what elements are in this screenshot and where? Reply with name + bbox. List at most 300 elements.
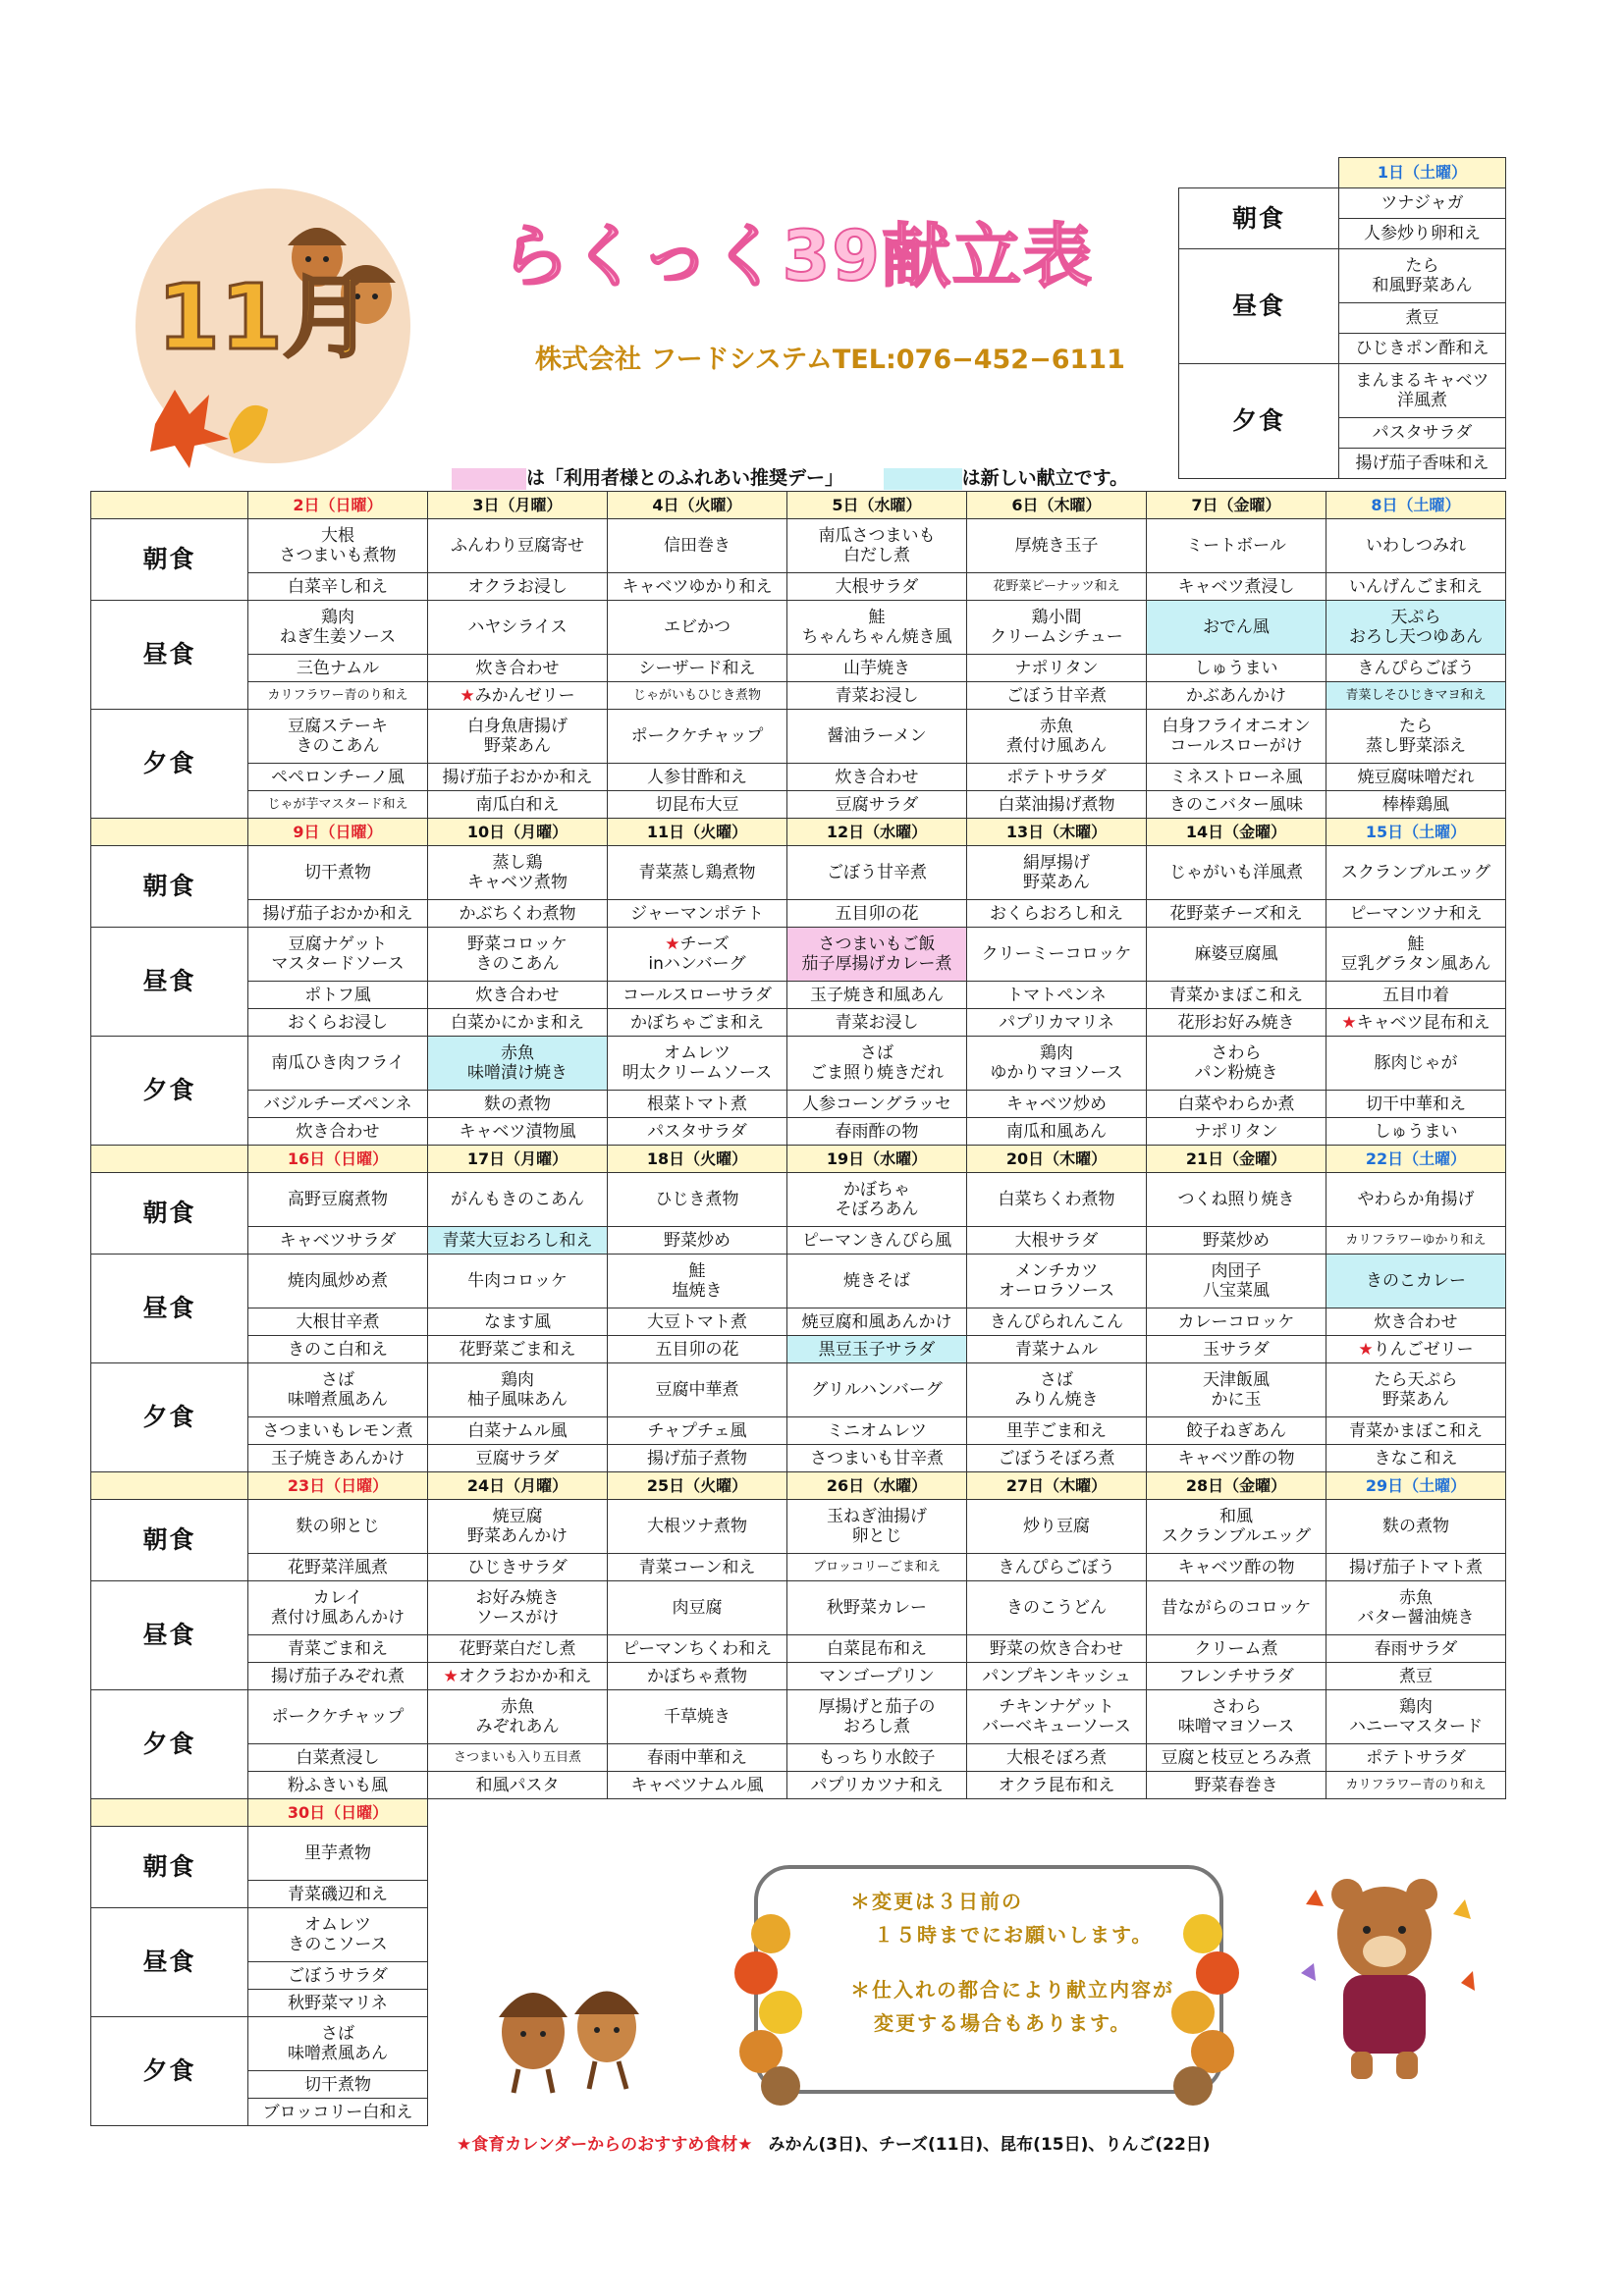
menu-item: 蒸し鶏 キャベツ煮物 (428, 846, 608, 900)
meal-label-lunch: 昼食 (91, 601, 248, 710)
dinner-row (91, 1744, 1506, 1772)
menu-item: ★オクラおかか和え (428, 1663, 608, 1690)
menu-item: 五目巾着 (1326, 982, 1506, 1009)
meal-label-lunch: 昼食 (1179, 249, 1339, 364)
menu-item: 和風 スクランブルエッグ (1147, 1500, 1326, 1554)
menu-item: 焼豆腐味噌だれ (1326, 764, 1506, 791)
menu-item: 野菜の炊き合わせ (967, 1635, 1147, 1663)
leaf-garland-left-icon (727, 1914, 815, 2110)
date-row (91, 1472, 1506, 1500)
menu-item: 青菜ごま和え (248, 1635, 428, 1663)
meal-label-breakfast: 朝食 (91, 1500, 248, 1581)
lunch-row (91, 655, 1506, 682)
menu-item: カレイ 煮付け風あんかけ (248, 1581, 428, 1635)
menu-item: さつまいも甘辛煮 (787, 1445, 967, 1472)
menu-item: ごぼうサラダ (248, 1962, 428, 1990)
date-row-spacer (1179, 158, 1339, 188)
breakfast-row (91, 519, 1506, 573)
date-header: 20日（木曜） (967, 1146, 1147, 1173)
menu-item: ペペロンチーノ風 (248, 764, 428, 791)
menu-item: 豆腐と枝豆とろみ煮 (1147, 1744, 1326, 1772)
date-row-spacer (91, 1146, 248, 1173)
menu-item: 千草焼き (608, 1690, 787, 1744)
date-row-spacer (91, 819, 248, 846)
dinner-row (91, 1690, 1506, 1744)
breakfast-row (91, 1227, 1506, 1255)
date-header: 13日（木曜） (967, 819, 1147, 846)
menu-item: 豚肉じゃが (1326, 1037, 1506, 1091)
menu-item: 焼豆腐 野菜あんかけ (428, 1500, 608, 1554)
date-header: 29日（土曜） (1326, 1472, 1506, 1500)
date-header: 12日（水曜） (787, 819, 967, 846)
menu-item: ポテトサラダ (1326, 1744, 1506, 1772)
footer-recommend (457, 2130, 1211, 2155)
menu-item: ごぼうそぼろ煮 (967, 1445, 1147, 1472)
menu-item: 黒豆玉子サラダ (787, 1336, 967, 1363)
dinner-row (91, 1772, 1506, 1799)
legend (452, 463, 1128, 490)
meal-label-dinner: 夕食 (1179, 364, 1339, 479)
menu-item: 豆腐中華煮 (608, 1363, 787, 1417)
menu-item: 赤魚 バター醤油焼き (1326, 1581, 1506, 1635)
legend-pink-swatch (452, 468, 526, 490)
dinner-row (91, 1363, 1506, 1417)
menu-item: 肉豆腐 (608, 1581, 787, 1635)
notice-text (850, 1885, 1174, 2040)
menu-item: 鮭 豆乳グラタン風あん (1326, 928, 1506, 982)
legend-pink-text: は「利用者様とのふれあい推奨デー」 (526, 467, 844, 489)
breakfast-row (91, 900, 1506, 928)
menu-item: パプリカツナ和え (787, 1772, 967, 1799)
menu-item: 花野菜ピーナッツ和え (967, 573, 1147, 601)
menu-item: 和風パスタ (428, 1772, 608, 1799)
menu-item: きなこ和え (1326, 1445, 1506, 1472)
menu-item: かぼちゃごま和え (608, 1009, 787, 1037)
menu-item: 玉ねぎ油揚げ 卵とじ (787, 1500, 967, 1554)
meal-label-breakfast: 朝食 (91, 846, 248, 928)
star-icon: ★ (443, 1666, 459, 1686)
menu-item: ツナジャガ (1339, 188, 1506, 219)
lunch-row (91, 1336, 1506, 1363)
menu-item: 春雨サラダ (1326, 1635, 1506, 1663)
menu-item: 鶏肉 ゆかりマヨソース (967, 1037, 1147, 1091)
dinner-row (91, 791, 1506, 819)
menu-item: ミートボール (1147, 519, 1326, 573)
menu-item: 南瓜白和え (428, 791, 608, 819)
date-header: 19日（水曜） (787, 1146, 967, 1173)
menu-item: 春雨中華和え (608, 1744, 787, 1772)
menu-item: 昔ながらのコロッケ (1147, 1581, 1326, 1635)
menu-item: 南瓜ひき肉フライ (248, 1037, 428, 1091)
menu-item: 鶏小間 クリームシチュー (967, 601, 1147, 655)
menu-item: じゃがいも洋風煮 (1147, 846, 1326, 900)
date-row (91, 819, 1506, 846)
menu-item: キャベツ酢の物 (1147, 1445, 1326, 1472)
menu-item: フレンチサラダ (1147, 1663, 1326, 1690)
menu-item: ハヤシライス (428, 601, 608, 655)
date-header: 15日（土曜） (1326, 819, 1506, 846)
menu-item: 青菜かまぼこ和え (1147, 982, 1326, 1009)
menu-item: 揚げ茄子トマト煮 (1326, 1554, 1506, 1581)
dinner-row (91, 764, 1506, 791)
breakfast-row (91, 1554, 1506, 1581)
menu-item: ピーマンツナ和え (1326, 900, 1506, 928)
menu-item: さつまいもご飯 茄子厚揚げカレー煮 (787, 928, 967, 982)
menu-item: オクラ昆布和え (967, 1772, 1147, 1799)
dinner-row (91, 1445, 1506, 1472)
menu-item: パプリカマリネ (967, 1009, 1147, 1037)
lunch-row (91, 928, 1506, 982)
meal-label-lunch: 昼食 (91, 1255, 248, 1363)
menu-item: 白菜ちくわ煮物 (967, 1173, 1147, 1227)
menu-item: 鮭 ちゃんちゃん焼き風 (787, 601, 967, 655)
breakfast-row (91, 1500, 1506, 1554)
date-header: 8日（土曜） (1326, 492, 1506, 519)
menu-item: シーザード和え (608, 655, 787, 682)
menu-item: カリフラワー青のり和え (248, 682, 428, 710)
menu-item: 花野菜ごま和え (428, 1336, 608, 1363)
menu-item: かぼちゃ煮物 (608, 1663, 787, 1690)
menu-item: ★チーズ inハンバーグ (608, 928, 787, 982)
menu-item: ★みかんゼリー (428, 682, 608, 710)
menu-item: ミニオムレツ (787, 1417, 967, 1445)
menu-item: バジルチーズペンネ (248, 1091, 428, 1118)
menu-item: 五目卯の花 (608, 1336, 787, 1363)
menu-item: 里芋煮物 (248, 1827, 428, 1881)
menu-item: もっちり水餃子 (787, 1744, 967, 1772)
date-row (91, 1799, 1506, 1827)
meal-label-dinner: 夕食 (91, 1037, 248, 1146)
menu-item: ブロッコリーごま和え (787, 1554, 967, 1581)
date-header: 21日（金曜） (1147, 1146, 1326, 1173)
menu-item: 煮豆 (1339, 303, 1506, 334)
date-header: 5日（水曜） (787, 492, 967, 519)
menu-item: 天ぷら おろし天つゆあん (1326, 601, 1506, 655)
menu-item: 大豆トマト煮 (608, 1308, 787, 1336)
dinner-row (91, 1118, 1506, 1146)
menu-item: 麩の卵とじ (248, 1500, 428, 1554)
menu-item: 鮭 塩焼き (608, 1255, 787, 1308)
menu-item: 赤魚 味噌漬け焼き (428, 1037, 608, 1091)
menu-item: チャプチェ風 (608, 1417, 787, 1445)
leaf-garland-right-icon (1159, 1914, 1247, 2110)
date-header: 10日（月曜） (428, 819, 608, 846)
menu-item: 炊き合わせ (428, 655, 608, 682)
menu-item: 鶏肉 柚子風味あん (428, 1363, 608, 1417)
date-row (91, 1146, 1506, 1173)
date-header: 7日（金曜） (1147, 492, 1326, 519)
menu-item: しゅうまい (1326, 1118, 1506, 1146)
page-title: らくっく39献立表 (501, 216, 1095, 296)
menu-item: 白菜煮浸し (248, 1744, 428, 1772)
menu-item: ★りんごゼリー (1326, 1336, 1506, 1363)
menu-item: まんまるキャベツ 洋風煮 (1339, 364, 1506, 418)
menu-item: キャベツサラダ (248, 1227, 428, 1255)
menu-item: さば 味噌煮風あん (248, 2017, 428, 2071)
menu-item: 厚焼き玉子 (967, 519, 1147, 573)
menu-item: 切干中華和え (1326, 1091, 1506, 1118)
dinner-row (91, 1037, 1506, 1091)
menu-item: 秋野菜カレー (787, 1581, 967, 1635)
menu-item: ポテトサラダ (967, 764, 1147, 791)
menu-item: パンプキンキッシュ (967, 1663, 1147, 1690)
menu-item: ナポリタン (967, 655, 1147, 682)
dinner-row (91, 1091, 1506, 1118)
menu-item: 野菜炒め (1147, 1227, 1326, 1255)
menu-item: キャベツ炒め (967, 1091, 1147, 1118)
menu-item: さわら パン粉焼き (1147, 1037, 1326, 1091)
menu-item: トマトペンネ (967, 982, 1147, 1009)
menu-item: パスタサラダ (608, 1118, 787, 1146)
menu-item: 南瓜和風あん (967, 1118, 1147, 1146)
date-header: 25日（火曜） (608, 1472, 787, 1500)
menu-item: 野菜コロッケ きのこあん (428, 928, 608, 982)
menu-item: さば みりん焼き (967, 1363, 1147, 1417)
menu-item: 玉サラダ (1147, 1336, 1326, 1363)
menu-item: 炊き合わせ (248, 1118, 428, 1146)
menu-item: さつまいも入り五目煮 (428, 1744, 608, 1772)
menu-item: 炊き合わせ (787, 764, 967, 791)
menu-item: 三色ナムル (248, 655, 428, 682)
menu-item: 赤魚 みぞれあん (428, 1690, 608, 1744)
menu-item: 花野菜白だし煮 (428, 1635, 608, 1663)
menu-item: 揚げ茄子煮物 (608, 1445, 787, 1472)
menu-item: 醤油ラーメン (787, 710, 967, 764)
menu-item: さわら 味噌マヨソース (1147, 1690, 1326, 1744)
menu-item: きんぴらごぼう (967, 1554, 1147, 1581)
dinner-row (1179, 364, 1506, 418)
meal-label-breakfast: 朝食 (91, 1827, 248, 1908)
menu-item: 焼きそば (787, 1255, 967, 1308)
footer-label: ★食育カレンダーからのおすすめ食材★ (457, 2135, 753, 2155)
menu-item: 切昆布大豆 (608, 791, 787, 819)
menu-item: たら天ぷら 野菜あん (1326, 1363, 1506, 1417)
meal-label-lunch: 昼食 (91, 928, 248, 1037)
dinner-row (91, 710, 1506, 764)
menu-item: ふんわり豆腐寄せ (428, 519, 608, 573)
menu-item: 野菜炒め (608, 1227, 787, 1255)
menu-item: 棒棒鶏風 (1326, 791, 1506, 819)
menu-item: ピーマンちくわ和え (608, 1635, 787, 1663)
menu-item: かぶちくわ煮物 (428, 900, 608, 928)
date-header: 27日（木曜） (967, 1472, 1147, 1500)
menu-item: 粉ふきいも風 (248, 1772, 428, 1799)
date-header: 4日（火曜） (608, 492, 787, 519)
star-icon: ★ (460, 685, 475, 706)
menu-item: ひじきポン酢和え (1339, 334, 1506, 364)
menu-item: さば 味噌煮風あん (248, 1363, 428, 1417)
breakfast-row (91, 1173, 1506, 1227)
footer-items: みかん(3日)、チーズ(11日)、昆布(15日)、りんご(22日) (768, 2135, 1211, 2155)
menu-item: きのこバター風味 (1147, 791, 1326, 819)
menu-item: チキンナゲット バーベキューソース (967, 1690, 1147, 1744)
menu-item: グリルハンバーグ (787, 1363, 967, 1417)
menu-item: 餃子ねぎあん (1147, 1417, 1326, 1445)
star-icon: ★ (665, 934, 680, 954)
menu-item: スクランブルエッグ (1326, 846, 1506, 900)
menu-item: 肉団子 八宝菜風 (1147, 1255, 1326, 1308)
menu-item: 青菜かまぼこ和え (1326, 1417, 1506, 1445)
date-header: 30日（日曜） (248, 1799, 428, 1827)
lunch-row (91, 601, 1506, 655)
menu-item: 切干煮物 (248, 2071, 428, 2099)
menu-item: 人参コーングラッセ (787, 1091, 967, 1118)
menu-item: おくらおろし和え (967, 900, 1147, 928)
menu-item: 麩の煮物 (428, 1091, 608, 1118)
lunch-row (91, 1581, 1506, 1635)
menu-item: ブロッコリー白和え (248, 2099, 428, 2126)
menu-item: 白菜やわらか煮 (1147, 1091, 1326, 1118)
month-label: 11月 (157, 265, 374, 370)
dinner-row (91, 1417, 1506, 1445)
menu-item: 大根そぼろ煮 (967, 1744, 1147, 1772)
menu-item: 青菜蒸し鶏煮物 (608, 846, 787, 900)
menu-item: 白菜ナムル風 (428, 1417, 608, 1445)
menu-item: がんもきのこあん (428, 1173, 608, 1227)
acorn-characters-icon (479, 1963, 656, 2101)
menu-item: お好み焼き ソースがけ (428, 1581, 608, 1635)
date-header: 26日（水曜） (787, 1472, 967, 1500)
menu-item: ごぼう甘辛煮 (787, 846, 967, 900)
menu-item: ★キャベツ昆布和え (1326, 1009, 1506, 1037)
menu-item: キャベツ酢の物 (1147, 1554, 1326, 1581)
menu-item: キャベツ漬物風 (428, 1118, 608, 1146)
menu-item: オクラお浸し (428, 573, 608, 601)
menu-item: 炒り豆腐 (967, 1500, 1147, 1554)
menu-item: 白身フライオニオン コールスローがけ (1147, 710, 1326, 764)
menu-item: カリフラワー青のり和え (1326, 1772, 1506, 1799)
menu-item: ポークケチャップ (608, 710, 787, 764)
menu-item: 青菜ナムル (967, 1336, 1147, 1363)
menu-item: 野菜春巻き (1147, 1772, 1326, 1799)
menu-item: きんぴられんこん (967, 1308, 1147, 1336)
star-icon: ★ (1358, 1339, 1374, 1360)
meal-label-lunch: 昼食 (91, 1908, 248, 2017)
menu-item: コールスローサラダ (608, 982, 787, 1009)
menu-item: かぶあんかけ (1147, 682, 1326, 710)
menu-item: 大根 さつまいも煮物 (248, 519, 428, 573)
meal-label-dinner: 夕食 (91, 1363, 248, 1472)
menu-item: 豆腐サラダ (787, 791, 967, 819)
star-icon: ★ (1341, 1012, 1357, 1033)
date-row (1179, 158, 1506, 188)
menu-item: 大根甘辛煮 (248, 1308, 428, 1336)
menu-item: かぼちゃ そぼろあん (787, 1173, 967, 1227)
lunch-row (91, 1635, 1506, 1663)
menu-item: 人参甘酢和え (608, 764, 787, 791)
menu-item: 炊き合わせ (1326, 1308, 1506, 1336)
menu-item: 煮豆 (1326, 1663, 1506, 1690)
menu-item: 玉子焼きあんかけ (248, 1445, 428, 1472)
menu-item: 鶏肉 ねぎ生姜ソース (248, 601, 428, 655)
menu-item: ポークケチャップ (248, 1690, 428, 1744)
day1-table (1178, 157, 1506, 479)
menu-item: ジャーマンポテト (608, 900, 787, 928)
menu-item: 秋野菜マリネ (248, 1990, 428, 2017)
date-header: 16日（日曜） (248, 1146, 428, 1173)
menu-item: 春雨酢の物 (787, 1118, 967, 1146)
meal-label-dinner: 夕食 (91, 2017, 248, 2126)
menu-item: 白菜かにかま和え (428, 1009, 608, 1037)
date-header: 28日（金曜） (1147, 1472, 1326, 1500)
menu-item: カレーコロッケ (1147, 1308, 1326, 1336)
menu-item: じゃが芋マスタード和え (248, 791, 428, 819)
menu-item: 信田巻き (608, 519, 787, 573)
notice-line-1: ＊変更は３日前の (850, 1890, 1023, 1913)
notice-line-2: １５時までにお願いします。 (874, 1923, 1154, 1947)
menu-item: キャベツナムル風 (608, 1772, 787, 1799)
menu-item: 絹厚揚げ 野菜あん (967, 846, 1147, 900)
date-row (91, 492, 1506, 519)
breakfast-row (1179, 188, 1506, 219)
date-row-spacer (91, 1799, 248, 1827)
meal-label-dinner: 夕食 (91, 710, 248, 819)
menu-item: 白菜油揚げ煮物 (967, 791, 1147, 819)
menu-item: 豆腐ステーキ きのこあん (248, 710, 428, 764)
menu-item: キャベツゆかり和え (608, 573, 787, 601)
menu-item: 花野菜洋風煮 (248, 1554, 428, 1581)
menu-item: やわらか角揚げ (1326, 1173, 1506, 1227)
menu-item: 白菜辛し和え (248, 573, 428, 601)
menu-item: 豆腐サラダ (428, 1445, 608, 1472)
menu-item: 花形お好み焼き (1147, 1009, 1326, 1037)
menu-item: 豆腐ナゲット マスタードソース (248, 928, 428, 982)
menu-item: 青菜大豆おろし和え (428, 1227, 608, 1255)
menu-item: 青菜コーン和え (608, 1554, 787, 1581)
company-info: 株式会社 フードシステムTEL:076−452−6111 (535, 345, 1125, 375)
legend-cyan-swatch (884, 468, 962, 490)
date-row-spacer (91, 492, 248, 519)
menu-item: ミネストローネ風 (1147, 764, 1326, 791)
menu-item: おくらお浸し (248, 1009, 428, 1037)
menu-item: 白身魚唐揚げ 野菜あん (428, 710, 608, 764)
date-header: 24日（月曜） (428, 1472, 608, 1500)
menu-item: 大根サラダ (787, 573, 967, 601)
date-header: 17日（月曜） (428, 1146, 608, 1173)
blank-area (428, 1799, 1506, 1827)
menu-item: きんぴらごぼう (1326, 655, 1506, 682)
menu-item: しゅうまい (1147, 655, 1326, 682)
date-row-spacer (91, 1472, 248, 1500)
menu-item: 青菜お浸し (787, 1009, 967, 1037)
menu-item: 麩の煮物 (1326, 1500, 1506, 1554)
menu-item: 天津飯風 かに玉 (1147, 1363, 1326, 1417)
meal-label-dinner: 夕食 (91, 1690, 248, 1799)
meal-label-breakfast: 朝食 (91, 1173, 248, 1255)
menu-item: ポトフ風 (248, 982, 428, 1009)
menu-item: 赤魚 煮付け風あん (967, 710, 1147, 764)
menu-item: 白菜昆布和え (787, 1635, 967, 1663)
menu-item: 大根ツナ煮物 (608, 1500, 787, 1554)
date-header: 1日（土曜） (1339, 158, 1506, 188)
menu-item: マンゴープリン (787, 1663, 967, 1690)
menu-item: クリーム煮 (1147, 1635, 1326, 1663)
bear-icon (1286, 1865, 1483, 2091)
menu-item: じゃがいもひじき煮物 (608, 682, 787, 710)
menu-item: メンチカツ オーロラソース (967, 1255, 1147, 1308)
menu-item: 揚げ茄子香味和え (1339, 449, 1506, 479)
menu-item: 牛肉コロッケ (428, 1255, 608, 1308)
menu-item: 大根サラダ (967, 1227, 1147, 1255)
date-header: 22日（土曜） (1326, 1146, 1506, 1173)
menu-item: 花野菜チーズ和え (1147, 900, 1326, 928)
menu-item: ナポリタン (1147, 1118, 1326, 1146)
meal-label-breakfast: 朝食 (1179, 188, 1339, 249)
date-header: 14日（金曜） (1147, 819, 1326, 846)
menu-item: 青菜磯辺和え (248, 1881, 428, 1908)
menu-item: パスタサラダ (1339, 418, 1506, 449)
date-header: 3日（月曜） (428, 492, 608, 519)
